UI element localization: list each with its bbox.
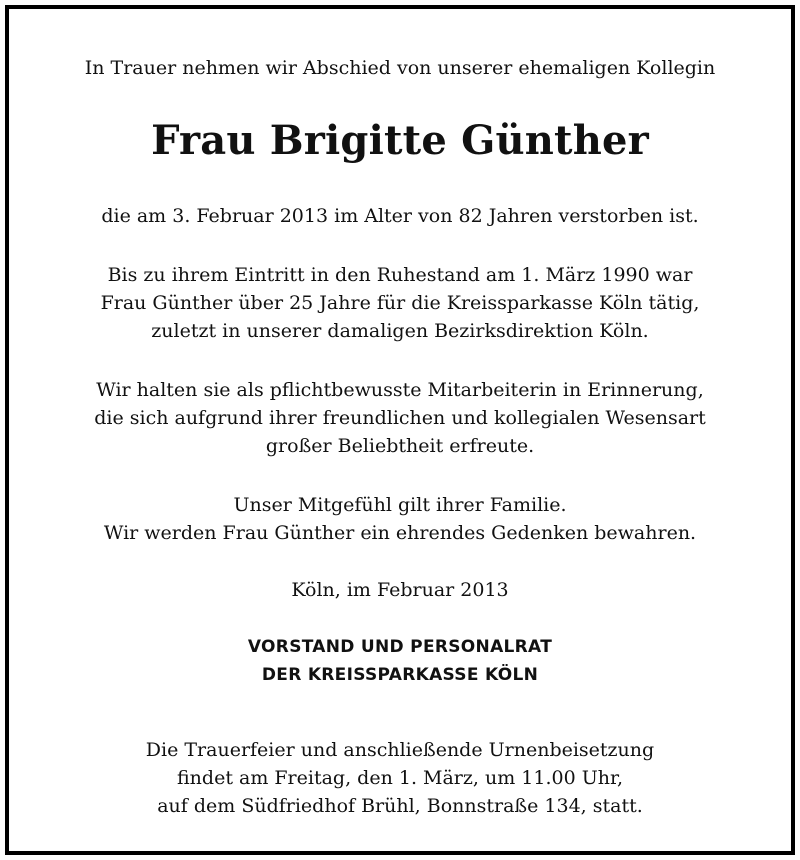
ceremony-paragraph	[9, 736, 791, 820]
remembrance-line: großer Beliebtheit erfreute.	[265, 435, 535, 457]
death-line: die am 3. Februar 2013 im Alter von 82 Jahren verstorben ist.	[101, 205, 699, 227]
remembrance-line: Wir halten sie als pflichtbewusste Mitarbeiterin in Erinnerung,	[96, 379, 704, 401]
ceremony-line: findet am Freitag, den 1. März, um 11.00 Uhr,	[177, 767, 623, 789]
signature-line: VORSTAND UND PERSONALRAT	[247, 637, 553, 657]
intro-line: In Trauer nehmen wir Abschied von unserer ehemaligen Kollegin	[84, 57, 716, 79]
condolence-paragraph	[9, 491, 791, 547]
deceased-name: Frau Brigitte Günther	[151, 117, 649, 164]
career-line: Bis zu ihrem Eintritt in den Ruhestand am 1. März 1990 war	[107, 264, 693, 286]
obituary-content	[9, 9, 791, 851]
remembrance-paragraph	[9, 376, 791, 460]
career-line: Frau Günther über 25 Jahre für die Kreissparkasse Köln tätig,	[100, 292, 700, 314]
career-paragraph	[9, 261, 791, 345]
signature-line: DER KREISSPARKASSE KÖLN	[261, 665, 539, 685]
obituary-frame	[5, 5, 795, 855]
place-date: Köln, im Februar 2013	[291, 579, 509, 601]
career-line: zuletzt in unserer damaligen Bezirksdirektion Köln.	[151, 320, 649, 342]
condolence-line: Wir werden Frau Günther ein ehrendes Gedenken bewahren.	[103, 522, 697, 544]
remembrance-line: die sich aufgrund ihrer freundlichen und kollegialen Wesensart	[94, 407, 706, 429]
ceremony-line: auf dem Südfriedhof Brühl, Bonnstraße 134, statt.	[157, 795, 643, 817]
signature-block	[9, 633, 791, 689]
ceremony-line: Die Trauerfeier und anschließende Urnenbeisetzung	[145, 739, 655, 761]
condolence-line: Unser Mitgefühl gilt ihrer Familie.	[233, 494, 567, 516]
